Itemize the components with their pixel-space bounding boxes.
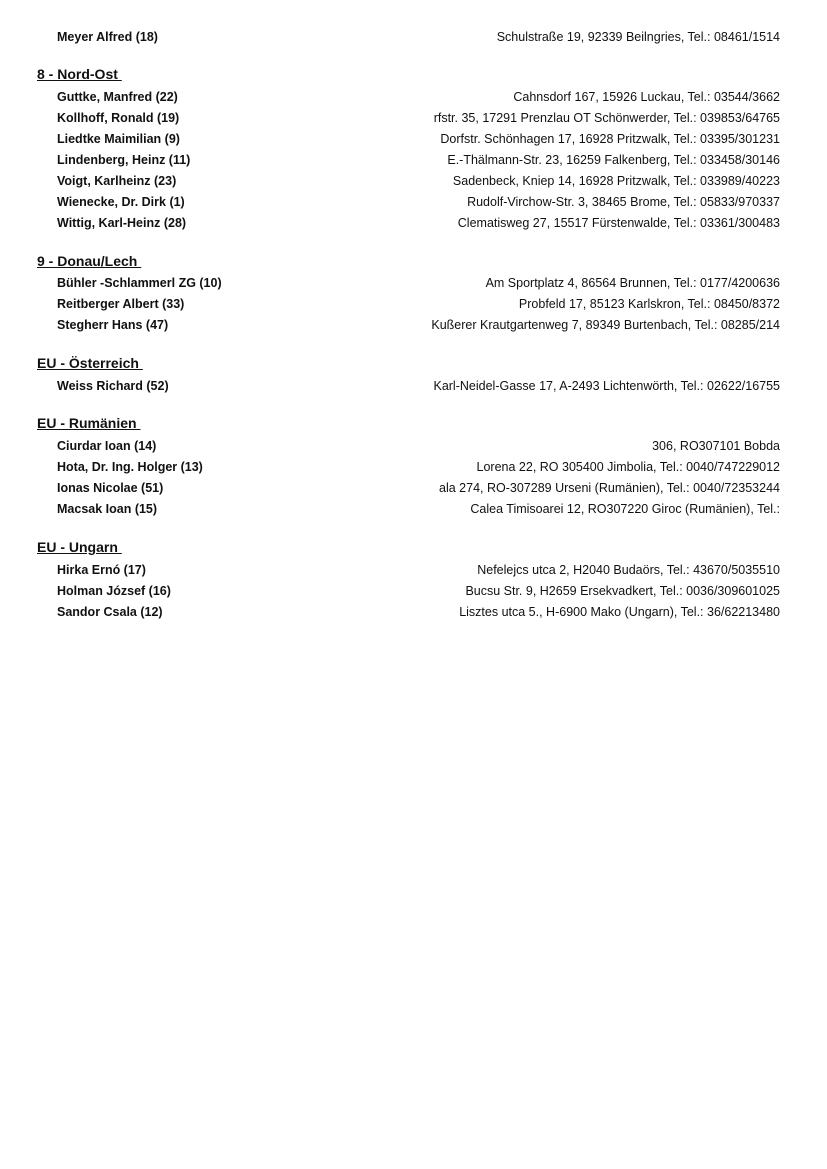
- member-name: Ionas Nicolae (51): [57, 481, 164, 495]
- member-name: Wienecke, Dr. Dirk (1): [57, 195, 185, 209]
- member-address: Dorfstr. Schönhagen 17, 16928 Pritzwalk, Tel.: 03395/301231: [440, 132, 780, 146]
- section-heading-nord-ost: 8 - Nord-Ost: [37, 66, 122, 82]
- member-address: Sadenbeck, Kniep 14, 16928 Pritzwalk, Tel.: 033989/40223: [452, 174, 780, 188]
- member-name: Guttke, Manfred (22): [57, 90, 178, 104]
- member-address: Am Sportplatz 4, 86564 Brunnen, Tel.: 0177/4200636: [485, 276, 780, 290]
- member-name: Voigt, Karlheinz (23): [57, 174, 177, 188]
- list-item: [57, 561, 780, 579]
- member-address: Lorena 22, RO 305400 Jimbolia, Tel.: 0040/747229012: [476, 460, 780, 474]
- list-item: [57, 458, 780, 476]
- list-item: [57, 377, 780, 395]
- section-heading-donau-lech: 9 - Donau/Lech: [37, 253, 142, 269]
- list-item: [57, 274, 780, 292]
- member-name: Lindenberg, Heinz (11): [57, 153, 191, 167]
- member-name: Ciurdar Ioan (14): [57, 439, 157, 453]
- list-item: [57, 151, 780, 169]
- member-name: Stegherr Hans (47): [57, 318, 169, 332]
- section-heading-oesterreich: EU - Österreich: [37, 355, 143, 371]
- list-item: [57, 214, 780, 232]
- list-item: [57, 603, 780, 621]
- list-item: [57, 437, 780, 455]
- member-address: ala 274, RO-307289 Urseni (Rumänien), Tel.: 0040/72353244: [439, 481, 780, 495]
- member-address: Probfeld 17, 85123 Karlskron, Tel.: 08450/8372: [518, 297, 780, 311]
- member-address: Schulstraße 19, 92339 Beilngries, Tel.: 08461/1514: [496, 30, 780, 44]
- section-heading-ungarn: EU - Ungarn: [37, 539, 122, 555]
- list-item: [57, 130, 780, 148]
- member-name: Reitberger Albert (33): [57, 297, 185, 311]
- list-item: [57, 316, 780, 334]
- list-item: [57, 295, 780, 313]
- list-item: [57, 479, 780, 497]
- member-address: Clematisweg 27, 15517 Fürstenwalde, Tel.: 03361/300483: [457, 216, 780, 230]
- member-name: Hota, Dr. Ing. Holger (13): [57, 460, 203, 474]
- member-name: Wittig, Karl-Heinz (28): [57, 216, 187, 230]
- member-address: rfstr. 35, 17291 Prenzlau OT Schönwerder, Tel.: 039853/64765: [433, 111, 780, 125]
- member-name: Weiss Richard (52): [57, 379, 169, 393]
- member-address: Kußerer Krautgartenweg 7, 89349 Burtenbach, Tel.: 08285/214: [431, 318, 780, 332]
- member-name: Meyer Alfred (18): [57, 30, 158, 44]
- list-item: [57, 109, 780, 127]
- member-name: Kollhoff, Ronald (19): [57, 111, 180, 125]
- member-address: Bucsu Str. 9, H2659 Ersekvadkert, Tel.: 0036/309601025: [465, 584, 780, 598]
- list-item: [57, 28, 780, 46]
- member-name: Bühler -Schlammerl ZG (10): [57, 276, 222, 290]
- member-address: Karl-Neidel-Gasse 17, A-2493 Lichtenwörth, Tel.: 02622/16755: [433, 379, 780, 393]
- member-name: Hirka Ernó (17): [57, 563, 146, 577]
- list-item: [57, 193, 780, 211]
- member-address: Nefelejcs utca 2, H2040 Budaörs, Tel.: 43670/5035510: [477, 563, 780, 577]
- member-address: Calea Timisoarei 12, RO307220 Giroc (Rumänien), Tel.:: [470, 502, 780, 516]
- list-item: [57, 88, 780, 106]
- member-address: Rudolf-Virchow-Str. 3, 38465 Brome, Tel.: 05833/970337: [467, 195, 780, 209]
- member-name: Macsak Ioan (15): [57, 502, 158, 516]
- member-name: Holman József (16): [57, 584, 171, 598]
- member-name: Sandor Csala (12): [57, 605, 163, 619]
- list-item: [57, 172, 780, 190]
- member-address: 306, RO307101 Bobda: [652, 439, 780, 453]
- section-heading-rumaenien: EU - Rumänien: [37, 415, 141, 431]
- list-item: [57, 582, 780, 600]
- list-item: [57, 500, 780, 518]
- member-name: Liedtke Maimilian (9): [57, 132, 180, 146]
- member-address: E.-Thälmann-Str. 23, 16259 Falkenberg, Tel.: 033458/30146: [447, 153, 780, 167]
- member-address: Cahnsdorf 167, 15926 Luckau, Tel.: 03544/3662: [513, 90, 780, 104]
- member-address: Lisztes utca 5., H-6900 Mako (Ungarn), Tel.: 36/62213480: [459, 605, 780, 619]
